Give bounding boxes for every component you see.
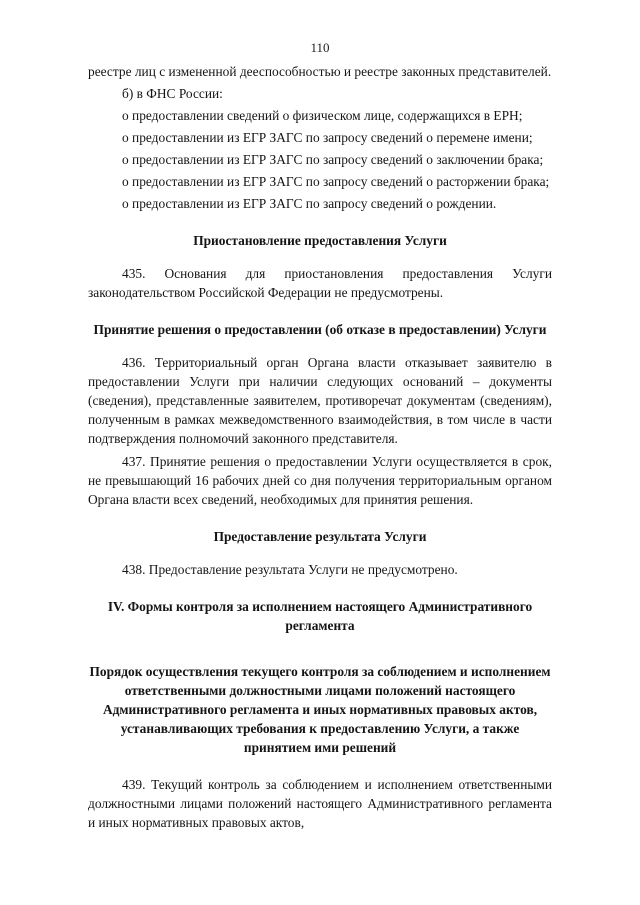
paragraph-sub-3: о предоставлении из ЕГР ЗАГС по запросу сведений о заключении брака; [122, 152, 544, 168]
heading-result: Предоставление результата Услуги [213, 528, 427, 544]
paragraph-sub-4: о предоставлении из ЕГР ЗАГС по запросу сведений о расторжении брака; [122, 174, 550, 190]
paragraph-437: 437. Принятие решения о предоставлении Услуги осуществляется в срок, не превышающий 16 рабочих дней со дня получения территориальным органом Органа власти всех сведений, необходимых для принятия решения. [88, 453, 552, 507]
spacer [88, 250, 552, 264]
spacer [88, 213, 552, 231]
spacer [88, 757, 552, 775]
spacer [88, 509, 552, 527]
paragraph-item-b-fns: б) в ФНС России: [122, 86, 223, 102]
document-body [88, 62, 552, 832]
paragraph-438: 438. Предоставление результата Услуги не предусмотрено. [122, 561, 458, 577]
paragraph-435: 435. Основания для приостановления предоставления Услуги законодательством Российской Федерации не предусмотрены. [88, 266, 552, 301]
paragraph-sub-5: о предоставлении из ЕГР ЗАГС по запросу сведений о рождении. [122, 196, 497, 212]
paragraph-439: 439. Текущий контроль за соблюдением и исполнением ответственными должностными лицами положений настоящего Административного регламента и иных нормативных правовых актов, [88, 776, 552, 830]
paragraph-sub-1: о предоставлении сведений о физическом лице, содержащихся в ЕРН; [122, 108, 523, 124]
paragraph-436: 436. Территориальный орган Органа власти отказывает заявителю в предоставлении Услуги при наличии следующих оснований – документы (сведения), представленные заявителем, противоречат документам (сведениям), полученным в рамках межведомственного взаимодействия, в том числе в части подтверждения полномочий законного представителя. [88, 355, 552, 447]
spacer [88, 546, 552, 560]
paragraph-sub-2: о предоставлении из ЕГР ЗАГС по запросу сведений о перемене имени; [122, 130, 533, 146]
heading-suspension: Приостановление предоставления Услуги [193, 233, 447, 249]
heading-order-control: Порядок осуществления текущего контроля за соблюдением и исполнением ответственными должностными лицами положений настоящего Административного регламента и иных нормативных правовых актов, устанавливающих требования к предоставлению Услуги, а также принятием ими решений [89, 663, 551, 755]
spacer [88, 302, 552, 320]
page-number: 110 [310, 40, 330, 55]
heading-section-iv: IV. Формы контроля за исполнением настоящего Административного регламента [107, 598, 533, 633]
spacer [88, 339, 552, 353]
paragraph-continued: реестре лиц с измененной дееспособностью и реестре законных представителей. [88, 64, 552, 79]
spacer [88, 653, 552, 662]
spacer [88, 579, 552, 597]
heading-decision: Принятие решения о предоставлении (об отказе в предоставлении) Услуги [93, 322, 547, 338]
spacer [88, 635, 552, 653]
